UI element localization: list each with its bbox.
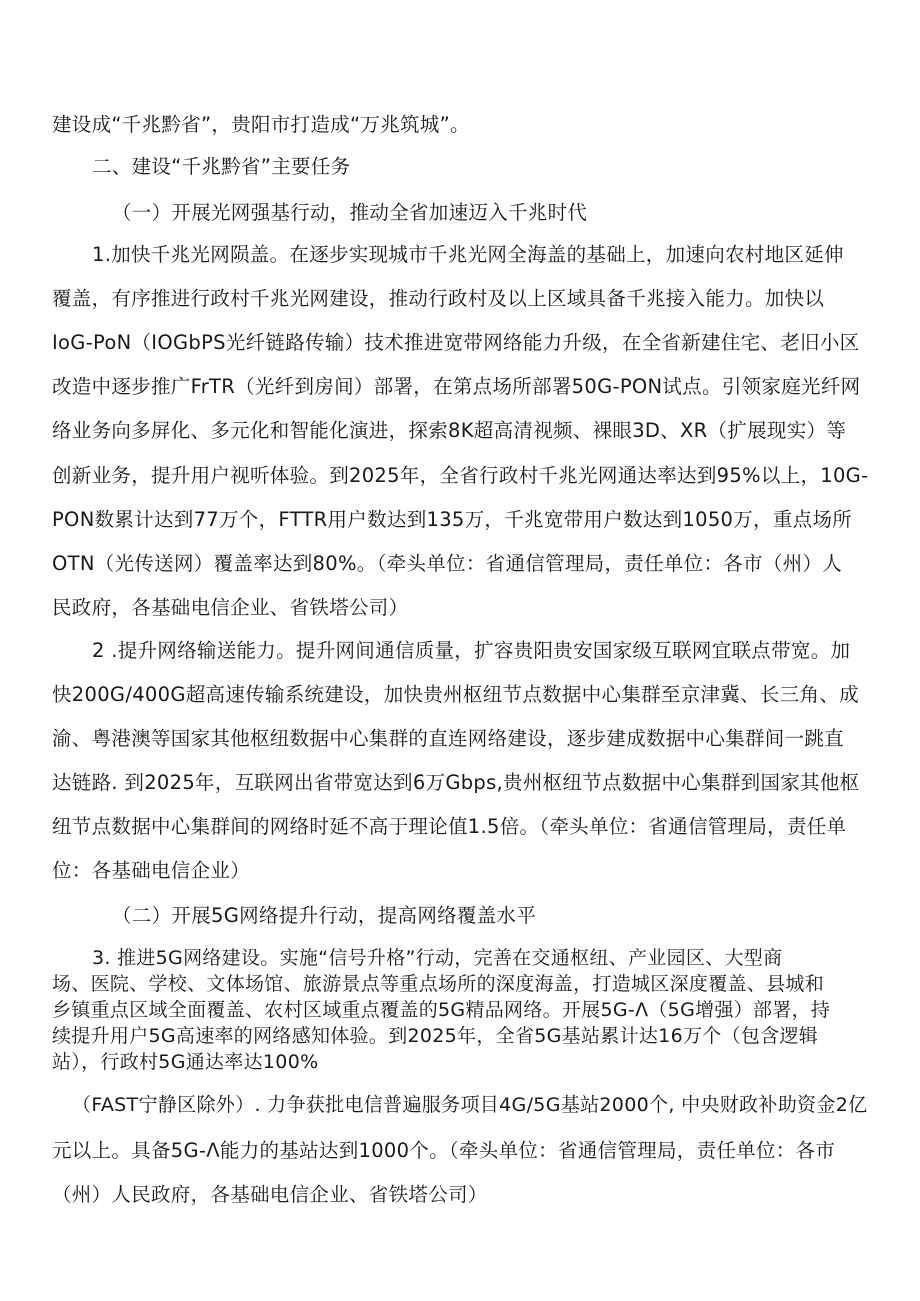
text-line: 乡镇重点区域全面覆盖、农村区域重点覆盖的5G精品网络。开展5G-Λ（5G增强）部署，持 [52,999,831,1021]
text-line: 达链路. 到2025年，互联网出省带宽达到6万Gbps,贵州枢纽节点数据中心集群到国家其他枢 [52,771,860,794]
text-line: 纽节点数据中心集群间的网络时延不高于理论值1.5倍。（牵头单位：省通信管理局，责任单 [52,815,847,838]
text-line: IoG-PoN（IOGbPS光纤链路传输）技术推进宽带网络能力升级，在全省新建住宅、老旧小区 [52,331,860,354]
text-line: （州）人民政府，各基础电信企业、省铁塔公司） [52,1183,488,1206]
text-line: PON数累计达到77万个，FTTR用户数达到135万，千兆宽带用户数达到1050万，重点场所 [52,508,853,531]
text-line: 快200G/400G超高速传输系统建设，加快贵州枢纽节点数据中心集群至京津冀、长三角、成 [52,683,859,706]
text-line: 位：各基础电信企业） [52,859,251,882]
text-line: 场、医院、学校、文体场馆、旅游景点等重点场所的深度海盖，打造城区深度覆盖、县城和 [52,973,825,995]
text-line: 络业务向多屏化、多元化和智能化演进，探索8K超高清视频、裸眼3D、XR（扩展现实）等 [52,419,847,442]
text-line: 1.加快千兆光网陨盖。在逐步实现城市千兆光网全海盖的基础上，加速向农村地区延伸 [92,243,844,266]
text-line: 民政府，各基础电信企业、省铁塔公司） [52,596,409,619]
text-line: （FAST宁静区除外）. 力争获批电信普遍服务项目4G/5G基站2000个, 中央财政补助资金2亿 [72,1094,868,1116]
text-line: 站），行政村5G通达率达100% [52,1051,319,1073]
text-line: 元以上。具备5G-Λ能力的基站达到1000个。（牵头单位：省通信管理局，责任单位：各市 [52,1139,836,1162]
text-line: 创新业务，提升用户视听体验。到2025年，全省行政村千兆光网通达率达到95%以上，10G- [52,464,869,487]
text-line: 改造中逐步推广FrTR（光纤到房间）部署，在第点场所部署50G-PON试点。引领家庭光纤网 [52,375,861,398]
text-line: 2 .提升网络输送能力。提升网间通信质量，扩容贵阳贵安国家级互联网宜联点带宽。加 [92,639,851,662]
text-line: OTN（光传送网）覆盖率达到80%。（牵头单位：省通信管理局，责任单位：各市（州）人 [52,552,843,575]
text-line: 覆盖，有序推进行政村千兆光网建设，推动行政村及以上区域具备千兆接入能力。加快以 [52,287,825,310]
text-line: 渝、粤港澳等国家其他枢纽数据中心集群的直连网络建设，逐步建成数据中心集群间一跳直 [52,727,845,750]
text-line: 续提升用户5G高速率的网络感知体验。到2025年，全省5G基站累计达16万个（包含逻辑 [52,1025,819,1047]
text-line: 建设成“千兆黔省”，贵阳市打造成“万兆筑城”。 [52,113,470,136]
subsection-heading-1: （一）开展光网强基行动，推动全省加速迈入千兆时代 [112,201,588,224]
text-line: 3. 推进5G网络建设。实施“信号升格”行动，完善在交通枢纽、产业园区、大型商 [92,947,783,969]
section-heading: 二、建设“千兆黔省”主要任务 [92,155,351,178]
subsection-heading-2: （二）开展5G网络提升行动，提高网络覆盖水平 [112,904,537,927]
